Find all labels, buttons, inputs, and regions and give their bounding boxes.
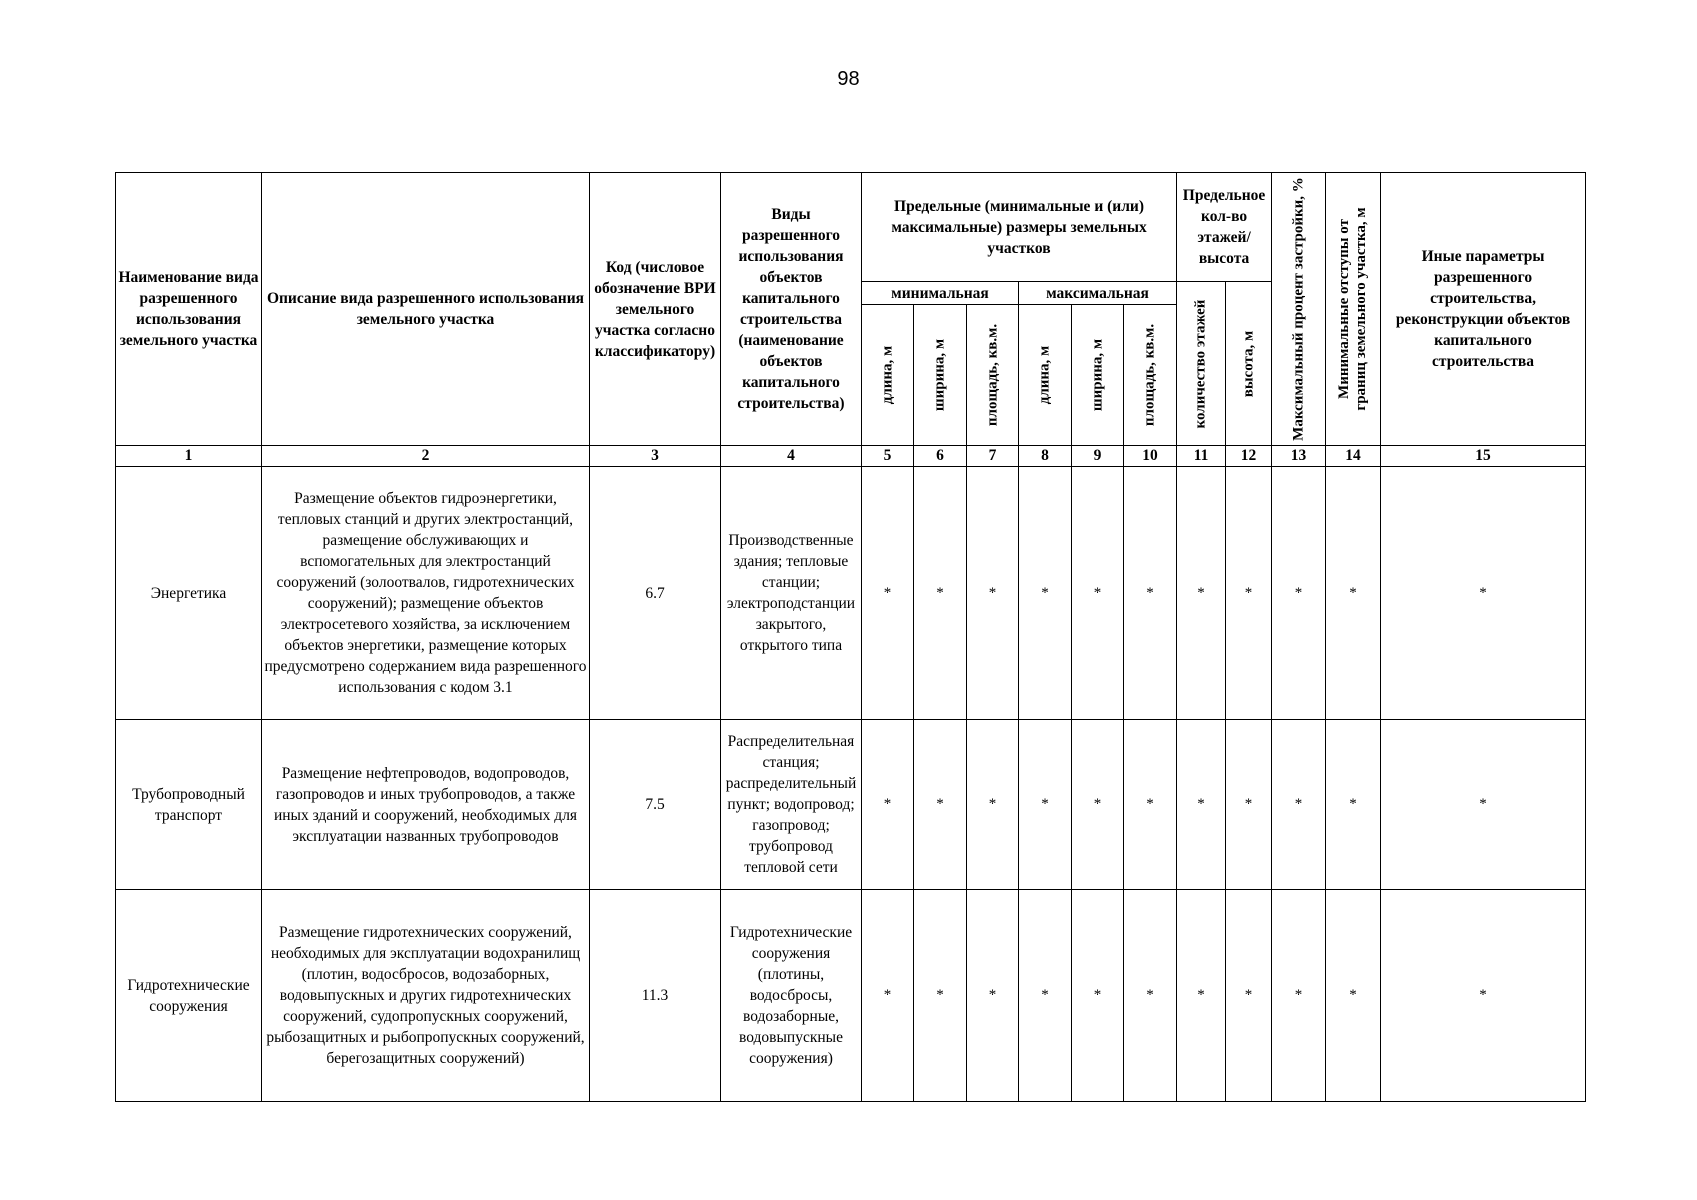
column-number: 15	[1381, 446, 1586, 467]
column-number: 4	[721, 446, 862, 467]
column-number: 7	[967, 446, 1019, 467]
header-max-area: площадь, кв.м.	[1124, 305, 1177, 446]
row-value: *	[1072, 720, 1124, 890]
header-max-length: длина, м	[1019, 305, 1072, 446]
column-number: 1	[116, 446, 262, 467]
header-max-group: максимальная	[1019, 282, 1177, 305]
column-number: 12	[1226, 446, 1272, 467]
row-description: Размещение гидротехнических сооружений, необходимых для эксплуатации водохранилищ (плотин, водосбросов, водозаборных, водовыпускных и других гидротехнических сооружений, судопропускных сооружений, рыбозащитных и рыбопропускных сооружений, берегозащитных сооружений)	[262, 890, 590, 1102]
column-number: 8	[1019, 446, 1072, 467]
row-value: *	[1326, 720, 1381, 890]
header-description: Описание вида разрешенного использования земельного участка	[262, 173, 590, 446]
header-min-area: площадь, кв.м.	[967, 305, 1019, 446]
row-value: *	[1019, 720, 1072, 890]
column-number: 9	[1072, 446, 1124, 467]
row-objects: Гидротехнические сооружения (плотины, водосбросы, водозаборные, водовыпускные сооружения)	[721, 890, 862, 1102]
row-value: *	[1272, 720, 1326, 890]
row-value: *	[1072, 467, 1124, 720]
row-name: Гидротехнические сооружения	[116, 890, 262, 1102]
row-value: *	[1177, 467, 1226, 720]
row-value: *	[914, 467, 967, 720]
column-number: 2	[262, 446, 590, 467]
row-objects: Распределительная станция; распределительный пункт; водопровод; газопровод; трубопровод тепловой сети	[721, 720, 862, 890]
column-number: 5	[862, 446, 914, 467]
row-description: Размещение объектов гидроэнергетики, тепловых станций и других электростанций, размещение обслуживающих и вспомогательных для электростанций сооружений (золоотвалов, гидротехнических сооружений); размещение объектов электросетевого хозяйства, за исключением объектов энергетики, размещение которых предусмотрено содержанием вида разрешенного использования с кодом 3.1	[262, 467, 590, 720]
row-name: Энергетика	[116, 467, 262, 720]
table-row	[116, 720, 1586, 890]
header-min-group: минимальная	[862, 282, 1019, 305]
row-value: *	[1226, 720, 1272, 890]
header-floors-group: Предельное кол-во этажей/ высота	[1177, 173, 1272, 282]
column-number: 6	[914, 446, 967, 467]
row-value: *	[1019, 467, 1072, 720]
row-objects: Производственные здания; тепловые станции; электроподстанции закрытого, открытого типа	[721, 467, 862, 720]
column-number-row	[116, 446, 1586, 467]
row-code: 11.3	[590, 890, 721, 1102]
row-value: *	[1124, 890, 1177, 1102]
column-number: 10	[1124, 446, 1177, 467]
row-name: Трубопроводный транспорт	[116, 720, 262, 890]
header-floors: количество этажей	[1177, 282, 1226, 446]
row-value: *	[1124, 467, 1177, 720]
column-number: 14	[1326, 446, 1381, 467]
header-min-width: ширина, м	[914, 305, 967, 446]
table-row	[116, 890, 1586, 1102]
header-other-params: Иные параметры разрешенного строительства, реконструкции объектов капитального строительства	[1381, 173, 1586, 446]
row-value: *	[1381, 720, 1586, 890]
header-name: Наименование вида разрешенного использования земельного участка	[116, 173, 262, 446]
row-value: *	[914, 720, 967, 890]
row-value: *	[1326, 890, 1381, 1102]
row-description: Размещение нефтепроводов, водопроводов, газопроводов и иных трубопроводов, а также иных зданий и сооружений, необходимых для эксплуатации названных трубопроводов	[262, 720, 590, 890]
header-min-setback: Минимальные отступы от границ земельного участка, м	[1326, 173, 1381, 446]
header-height: высота, м	[1226, 282, 1272, 446]
header-min-length: длина, м	[862, 305, 914, 446]
row-code: 6.7	[590, 467, 721, 720]
column-number: 11	[1177, 446, 1226, 467]
row-value: *	[862, 890, 914, 1102]
header-code: Код (числовое обозначение ВРИ земельного участка согласно классификатору)	[590, 173, 721, 446]
row-value: *	[1177, 720, 1226, 890]
row-value: *	[862, 720, 914, 890]
row-value: *	[1072, 890, 1124, 1102]
row-value: *	[1226, 467, 1272, 720]
row-value: *	[1177, 890, 1226, 1102]
row-code: 7.5	[590, 720, 721, 890]
row-value: *	[1381, 890, 1586, 1102]
header-objects: Виды разрешенного использования объектов капитального строительства (наименование объектов капитального строительства)	[721, 173, 862, 446]
row-value: *	[862, 467, 914, 720]
row-value: *	[914, 890, 967, 1102]
row-value: *	[967, 890, 1019, 1102]
land-use-table	[115, 172, 1586, 1102]
row-value: *	[1226, 890, 1272, 1102]
row-value: *	[1272, 890, 1326, 1102]
page-number: 98	[837, 68, 860, 90]
row-value: *	[1019, 890, 1072, 1102]
header-max-width: ширина, м	[1072, 305, 1124, 446]
table-row	[116, 467, 1586, 720]
row-value: *	[967, 467, 1019, 720]
header-max-percent: Максимальный процент застройки, %	[1272, 173, 1326, 446]
column-number: 3	[590, 446, 721, 467]
row-value: *	[967, 720, 1019, 890]
header-sizes-group: Предельные (минимальные и (или) максимальные) размеры земельных участков	[862, 173, 1177, 282]
row-value: *	[1272, 467, 1326, 720]
row-value: *	[1124, 720, 1177, 890]
column-number: 13	[1272, 446, 1326, 467]
row-value: *	[1381, 467, 1586, 720]
row-value: *	[1326, 467, 1381, 720]
